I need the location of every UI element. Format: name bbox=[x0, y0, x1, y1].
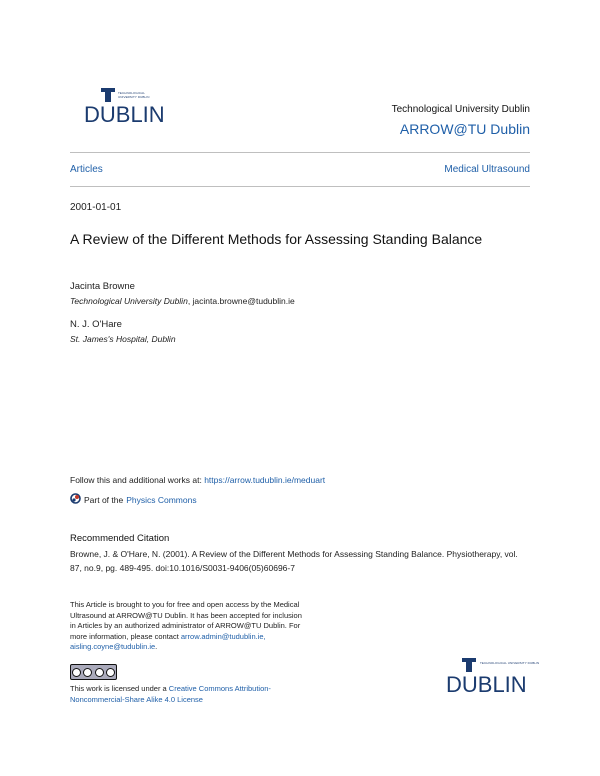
follow-link[interactable]: https://arrow.tudublin.ie/meduart bbox=[204, 475, 326, 485]
follow-prefix: Follow this and additional works at: bbox=[70, 475, 205, 485]
institution-name: Technological University Dublin bbox=[391, 104, 530, 115]
author-2-affiliation: St. James's Hospital, Dublin bbox=[70, 334, 176, 344]
recommended-citation-text: Browne, J. & O'Hare, N. (2001). A Review of the Different Methods for Assessing Standing Balance. Physiotherapy, vol. 87, no.9, pg. 489-495. doi:10.1016/S0031-9406(05)60696-7 bbox=[70, 549, 518, 573]
logo-footer-word: DUBLIN bbox=[446, 672, 527, 697]
sa-icon bbox=[106, 668, 115, 677]
repository-name[interactable]: ARROW@TU Dublin bbox=[399, 121, 530, 137]
contact-email-links[interactable]: arrow.admin@tudublin.ie, aisling.coyne@tudublin.ie bbox=[70, 631, 266, 651]
commons-icon bbox=[70, 493, 81, 506]
divider-bottom bbox=[70, 186, 530, 187]
logo-footer-t-stem bbox=[466, 658, 472, 672]
follow-line bbox=[70, 475, 325, 485]
cc-badge-inner bbox=[71, 665, 116, 679]
logo-small-text: TECHNOLOGICAL UNIVERSITY DUBLIN bbox=[118, 91, 150, 99]
author-1-name: Jacinta Browne bbox=[70, 281, 135, 292]
cc-icon bbox=[72, 668, 81, 677]
recommended-citation-heading: Recommended Citation bbox=[70, 533, 170, 544]
publication-date: 2001-01-01 bbox=[70, 202, 122, 213]
author-1-email: , jacinta.browne@tudublin.ie bbox=[187, 296, 295, 306]
logo-footer-small-text: TECHNOLOGICAL UNIVERSITY DUBLIN bbox=[480, 661, 540, 665]
divider-top bbox=[70, 152, 530, 153]
logo-word: DUBLIN bbox=[84, 102, 165, 127]
category-medical-ultrasound-link[interactable]: Medical Ultrasound bbox=[444, 164, 530, 175]
article-title: A Review of the Different Methods for Assessing Standing Balance bbox=[70, 231, 483, 247]
author-1-affiliation bbox=[70, 296, 295, 306]
nc-icon bbox=[95, 668, 104, 677]
access-notice-suffix: . bbox=[155, 642, 158, 651]
access-notice bbox=[70, 600, 306, 653]
category-articles-link[interactable]: Articles bbox=[70, 164, 103, 175]
physics-commons-link[interactable]: Physics Commons bbox=[126, 494, 197, 505]
by-icon bbox=[83, 668, 92, 677]
access-notice-text: This Article is brought to you for free and open access by the Medical Ultrasound at ARROW@TU Dublin. It has been accepted for inclusion in Articles by an authorized administrator of ARROW@TU Dublin. For more information, please contact bbox=[70, 600, 302, 641]
part-of-line bbox=[70, 493, 197, 506]
creative-commons-badge-icon[interactable] bbox=[70, 664, 117, 680]
license-prefix: This work is licensed under a bbox=[70, 684, 169, 693]
license-text bbox=[70, 684, 310, 705]
tu-dublin-logo bbox=[84, 86, 164, 136]
author-1-institution: Technological University Dublin bbox=[70, 296, 188, 306]
tu-dublin-logo-footer bbox=[446, 658, 540, 704]
author-2-name: N. J. O'Hare bbox=[70, 319, 122, 330]
logo-t-stem bbox=[105, 88, 111, 102]
license-link[interactable]: Creative Commons Attribution-Noncommercial-Share Alike 4.0 License bbox=[70, 684, 271, 704]
part-of-prefix: Part of the bbox=[84, 494, 124, 505]
